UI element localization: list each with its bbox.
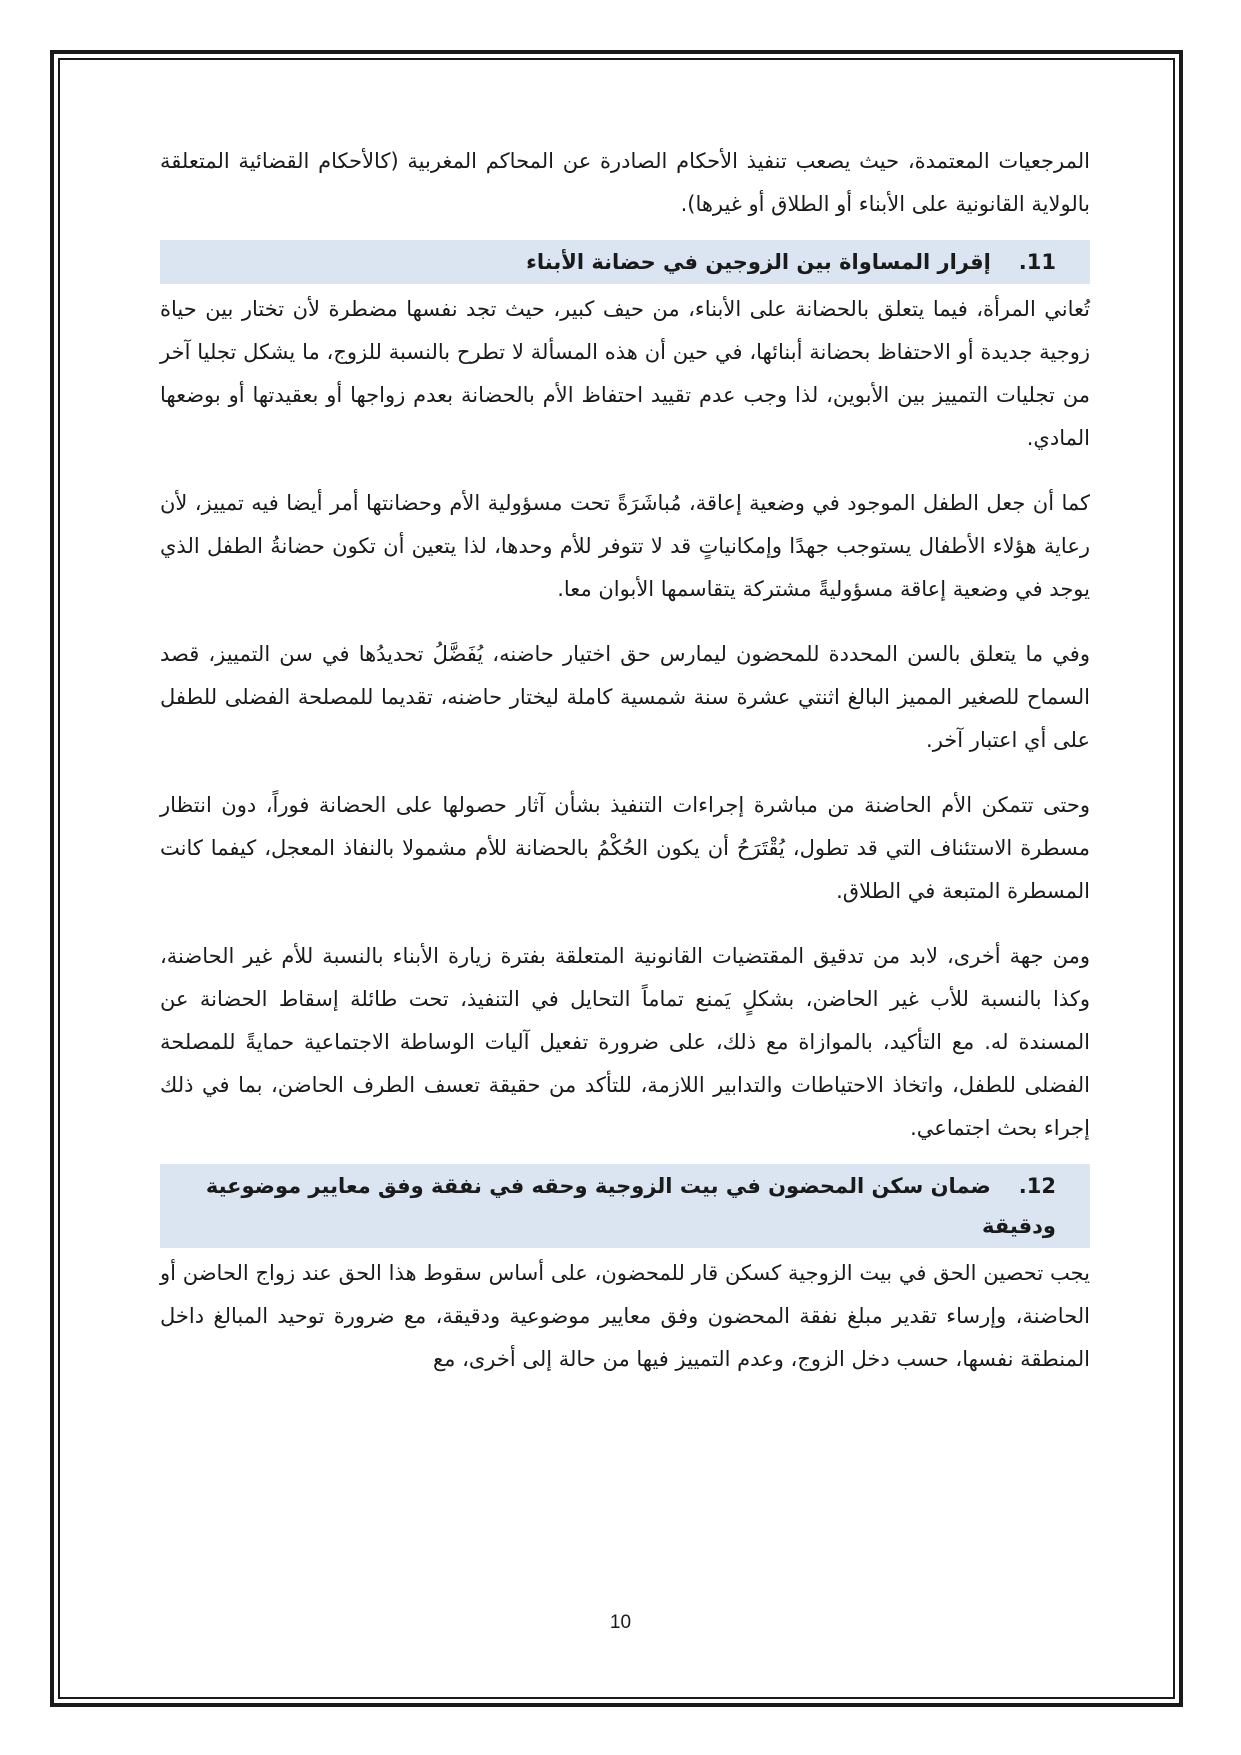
page-number: 10 xyxy=(609,1612,632,1633)
section-12-paragraph: يجب تحصين الحق في بيت الزوجية كسكن قار للمحضون، على أساس سقوط هذا الحق عند زواج الحاضن أو الحاضنة، وإرساء تقدير مبلغ نفقة المحضون وفق معايير موضوعية ودقيقة، مع ضرورة توحيد المبالغ داخل المنطقة نفسها، حسب دخل الزوج، وعدم التمييز فيها من حالة إلى أخرى، مع xyxy=(160,1261,1090,1371)
document-body xyxy=(160,140,1090,1403)
section-11-paragraph: وحتى تتمكن الأم الحاضنة من مباشرة إجراءات التنفيذ بشأن آثار حصولها على الحضانة فوراً، دون انتظار مسطرة الاستئناف التي قد تطول، يُقْتَرَحُ أن يكون الحُكْمُ بالحضانة للأم مشمولا بالنفاذ المعجل، كيفما كانت المسطرة المتبعة في الطلاق. xyxy=(160,793,1090,903)
section-12-number: 12. xyxy=(1018,1174,1056,1198)
section-11-paragraph: وفي ما يتعلق بالسن المحددة للمحضون ليمارس حق اختيار حاضنه، يُفَضَّلُ تحديدُها في سن التمييز، قصد السماح للصغير المميز البالغ اثنتي عشرة سنة شمسية كاملة ليختار حاضنه، تقديما للمصلحة الفضلى للطفل على أي اعتبار آخر. xyxy=(160,642,1090,752)
section-11-number: 11. xyxy=(1018,250,1056,274)
section-12-heading xyxy=(160,1164,1090,1248)
section-11-paragraph: كما أن جعل الطفل الموجود في وضعية إعاقة، مُباشَرَةً تحت مسؤولية الأم وحضانتها أمر أيضا فيه تمييز، لأن رعاية هؤلاء الأطفال يستوجب جهدًا وإمكانياتٍ قد لا تتوفر للأم وحدها، لذا يتعين أن تكون حضانةُ الطفل الذي يوجد في وضعية إعاقة مسؤوليةً مشتركة يتقاسمها الأبوان معا. xyxy=(160,491,1090,601)
section-11-paragraph: ومن جهة أخرى، لابد من تدقيق المقتضيات القانونية المتعلقة بفترة زيارة الأبناء بالنسبة للأم غير الحاضنة، وكذا بالنسبة للأب غير الحاضن، بشكلٍ يَمنع تماماً التحايل في التنفيذ، تحت طائلة إسقاط الحضانة عن المسندة له. مع التأكيد، بالموازاة مع ذلك، على ضرورة تفعيل آليات الوساطة الاجتماعية حمايةً للمصلحة الفضلى للطفل، واتخاذ الاحتياطات والتدابير اللازمة، للتأكد من حقيقة تعسف الطرف الحاضن، بما في ذلك إجراء بحث اجتماعي. xyxy=(160,944,1090,1140)
section-11-paragraph: تُعاني المرأة، فيما يتعلق بالحضانة على الأبناء، من حيف كبير، حيث تجد نفسها مضطرة لأن تختار بين حياة زوجية جديدة أو الاحتفاظ بحضانة أبنائها، في حين أن هذه المسألة لا تطرح بالنسبة للزوج، ما يشكل تجليا آخر من تجليات التمييز بين الأبوين، لذا وجب عدم تقييد احتفاظ الأم بالحضانة بعدم زواجها أو بعقيدتها أو بوضعها المادي. xyxy=(160,297,1090,450)
intro-paragraph: المرجعيات المعتمدة، حيث يصعب تنفيذ الأحكام الصادرة عن المحاكم المغربية (كالأحكام القضائية المتعلقة بالولاية القانونية على الأبناء أو الطلاق أو غيرها). xyxy=(160,149,1090,216)
section-11-title: إقرار المساواة بين الزوجين في حضانة الأبناء xyxy=(526,250,991,274)
section-12-title: ضمان سكن المحضون في بيت الزوجية وحقه في نفقة وفق معايير موضوعية ودقيقة xyxy=(205,1174,1056,1238)
section-11-heading xyxy=(160,240,1090,284)
